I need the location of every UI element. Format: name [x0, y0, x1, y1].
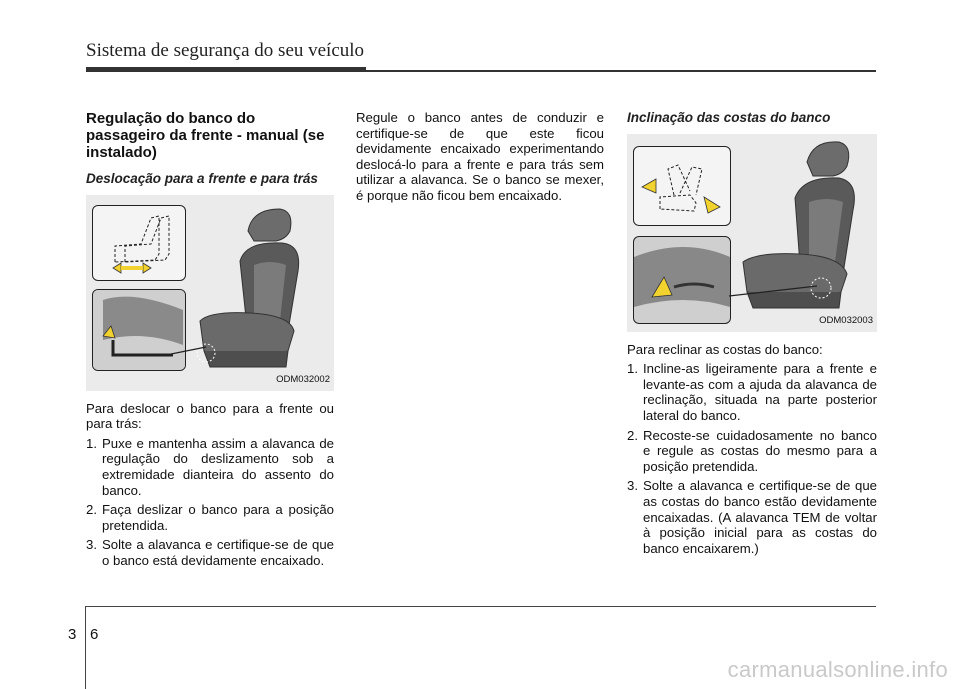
seat-recline-figure — [627, 134, 877, 332]
subheading-slide: Deslocação para a frente e para trás — [86, 171, 318, 186]
intro-text: Para deslocar o banco para a frente ou para trás: — [86, 400, 334, 432]
recline-diagram-inset — [633, 146, 731, 226]
recline-lever-closeup-inset — [633, 236, 731, 324]
intro-text: Para reclinar as costas do banco: — [627, 341, 823, 357]
list-item: 3. Solte a alavanca e certifique-se de que as costas do banco estão devidamente encaixadas. (A alavanca TEM de voltar à posição inicial para as costas do banco encaixarem.) — [627, 478, 877, 556]
seat-slide-diagram-inset — [92, 205, 186, 281]
watermark: carmanualsonline.info — [727, 657, 948, 682]
chapter-number: 3 — [68, 626, 77, 643]
recline-steps — [627, 361, 877, 556]
section-heading: Regulação do banco do passageiro da frente - manual (se instalado) — [86, 110, 325, 161]
footer-divider — [85, 606, 86, 689]
subheading-recline: Inclinação das costas do banco — [627, 110, 831, 125]
list-item: 2. Faça deslizar o banco para a posição pretendida. — [86, 502, 334, 533]
figure-code: ODM032003 — [819, 315, 873, 326]
header-title: Sistema de segurança do seu veículo — [86, 40, 365, 61]
page-number: 6 — [90, 626, 99, 643]
seat-outline-icon — [93, 206, 185, 280]
recline-outline-icon — [634, 147, 730, 225]
list-item: 3. Solte a alavanca e certifique-se de que o banco está devidamente encaixado. — [86, 537, 334, 568]
right-column — [627, 110, 877, 560]
caution-paragraph: Regule o banco antes de conduzir e certifique-se de que este ficou devidamente encaixado experimentando deslocá-lo para a frente e para trás sem utilizar a alavanca. Se o banco se mexer, é porque não ficou bem encaixado. — [356, 110, 604, 203]
list-item: 1. Puxe e mantenha assim a alavanca de regulação do deslizamento sob a extremidade dianteira do assento do banco. — [86, 435, 334, 498]
list-item: 2. Recoste-se cuidadosamente no banco e regule as costas do mesmo para a posição pretendida. — [627, 427, 877, 474]
footer-rule — [86, 606, 876, 607]
seat-slide-figure — [86, 195, 334, 391]
figure-code: ODM032002 — [276, 374, 330, 385]
slide-steps — [86, 436, 334, 569]
header-rule — [86, 67, 366, 72]
left-column — [86, 110, 334, 573]
list-item: 1. Incline-as ligeiramente para a frente e levante-as com a ajuda da alavanca de reclinação, situada na parte posterior lateral do banco. — [627, 361, 877, 423]
middle-column — [356, 110, 604, 208]
header-rule-thin — [366, 70, 876, 72]
recline-lever-icon — [634, 237, 730, 323]
